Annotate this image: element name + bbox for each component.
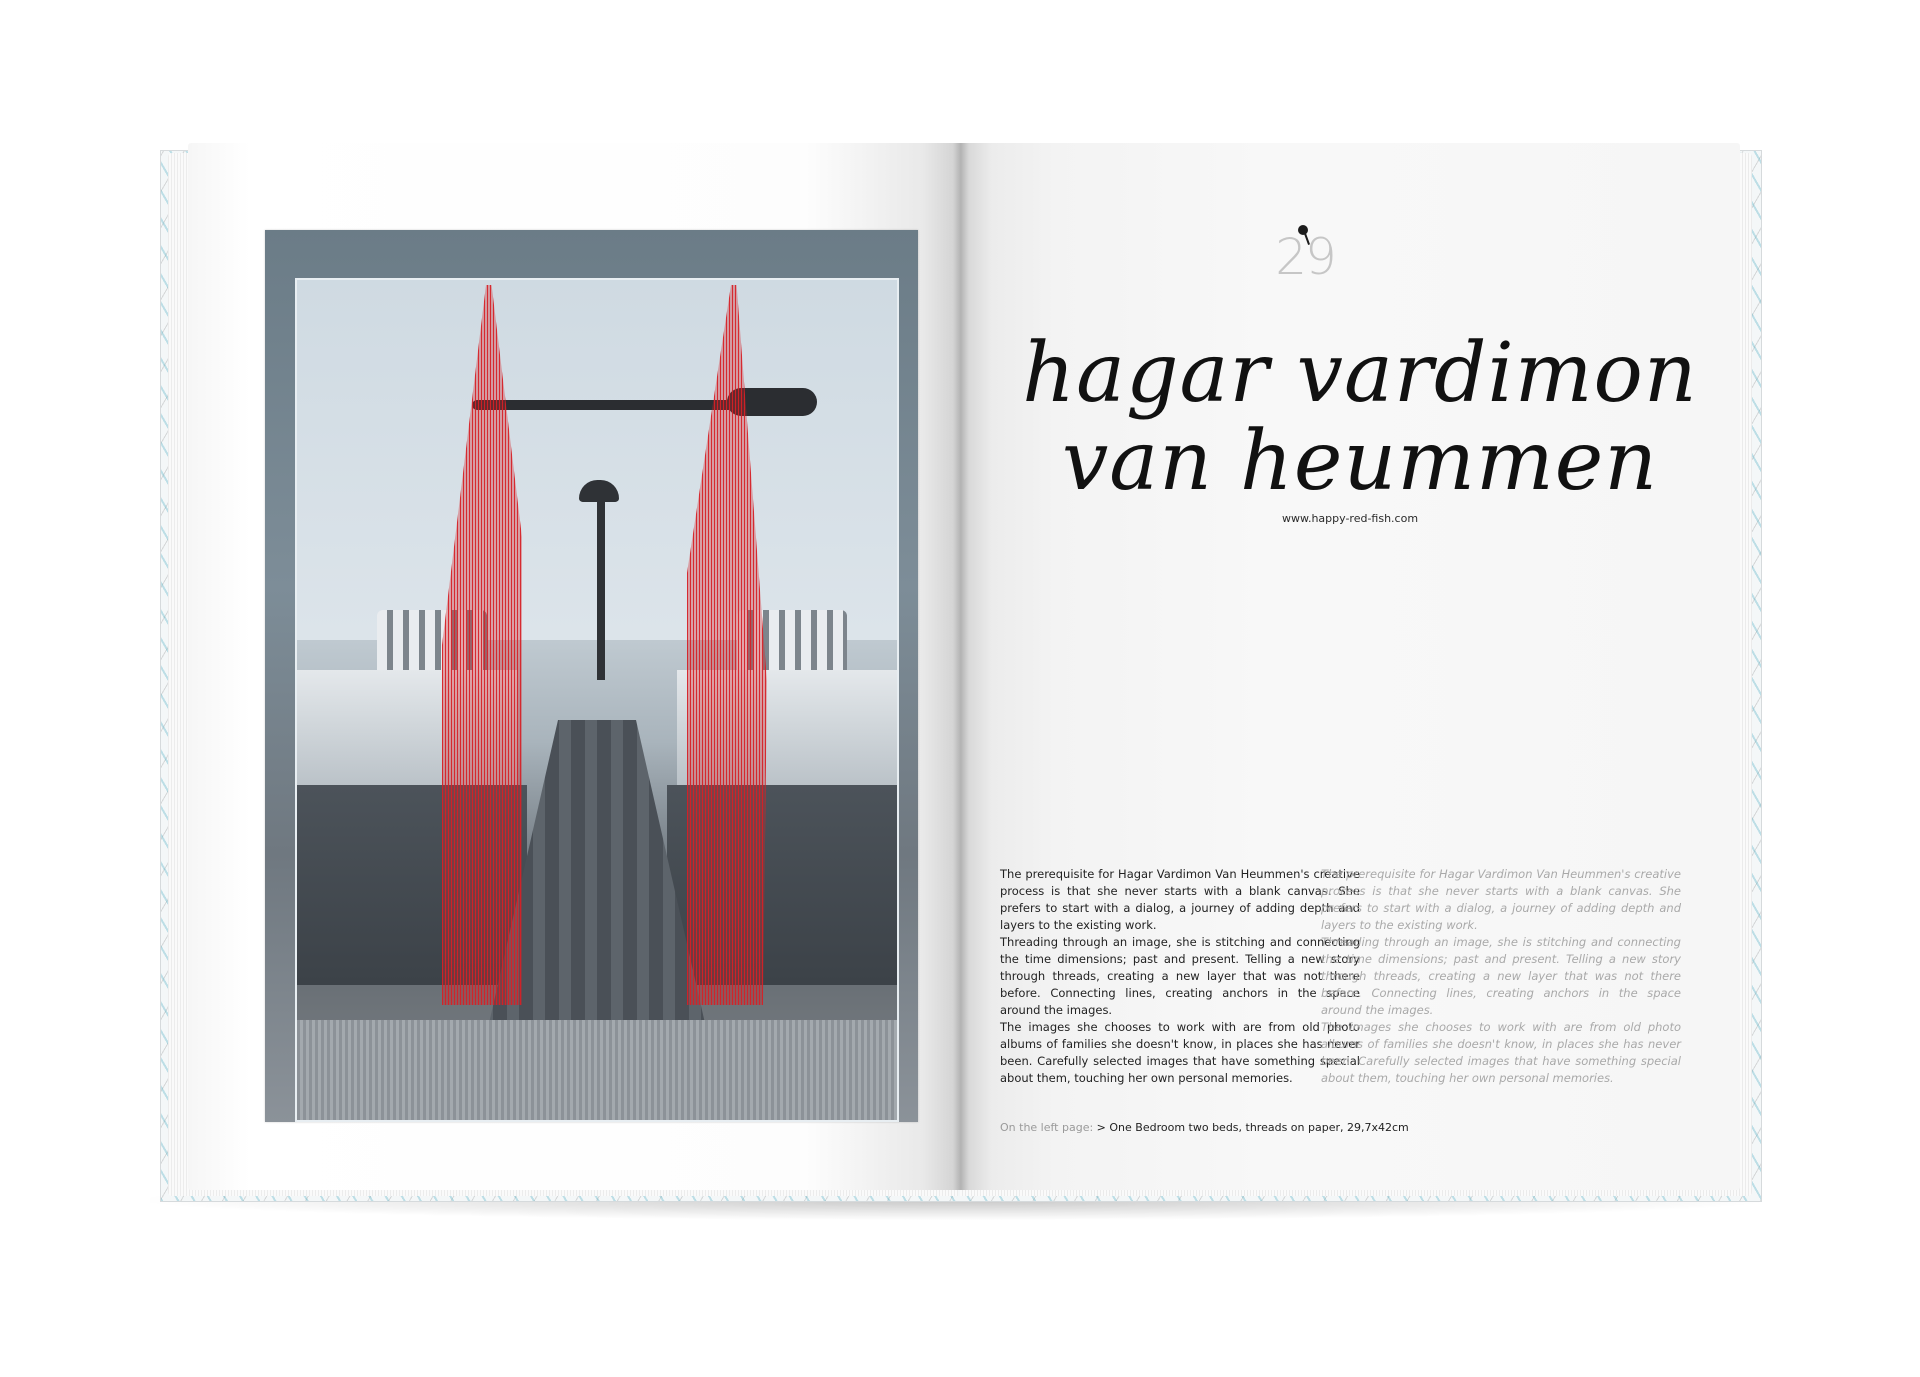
body-column-secondary (1321, 866, 1681, 1087)
paragraph: Threading through an image, she is stitching and connecting the time dimensions; past and present. Telling a new story through threads, creating a new layer that was not there before. Connecting lines, creating anchors in the space around the images. (1000, 935, 1360, 1017)
title-line-2: van heummen (1061, 414, 1659, 509)
photo-print (295, 278, 899, 1122)
image-caption (1000, 1121, 1500, 1134)
body-column-primary (1000, 866, 1360, 1087)
artist-website: www.happy-red-fish.com (1281, 512, 1419, 525)
article-title (1020, 326, 1700, 509)
paragraph: The images she chooses to work with are from old photo albums of families she doesn't know, in places she has never been. Carefully selected images that have something special about them, touching her own personal memories. (1321, 1020, 1681, 1085)
paragraph: Threading through an image, she is stitching and connecting the time dimensions; past and present. Telling a new story through threads, creating a new layer that was not there before. Connecting lines, creating anchors in the space around the images. (1321, 935, 1681, 1017)
paragraph: The prerequisite for Hagar Vardimon Van Heummen's creative process is that she never starts with a blank canvas. She prefers to start with a dialog, a journey of adding depth and layers to the existing work. (1000, 867, 1360, 932)
page-number: 29 (1275, 228, 1335, 286)
artwork-photograph (265, 230, 918, 1122)
caption-text: > One Bedroom two beds, threads on paper, 29,7x42cm (1096, 1121, 1409, 1134)
title-line-1: hagar vardimon (1022, 326, 1698, 421)
caption-label: On the left page: (1000, 1121, 1094, 1134)
spine-gutter (953, 143, 969, 1190)
knitted-rug (297, 1020, 897, 1120)
paragraph: The images she chooses to work with are from old photo albums of families she doesn't know, in places she has never been. Carefully selected images that have something special about them, touching her own personal memories. (1000, 1020, 1360, 1085)
lamp-stand (597, 490, 605, 680)
paragraph: The prerequisite for Hagar Vardimon Van Heummen's creative process is that she never starts with a blank canvas. She prefers to start with a dialog, a journey of adding depth and layers to the existing work. (1321, 867, 1681, 932)
